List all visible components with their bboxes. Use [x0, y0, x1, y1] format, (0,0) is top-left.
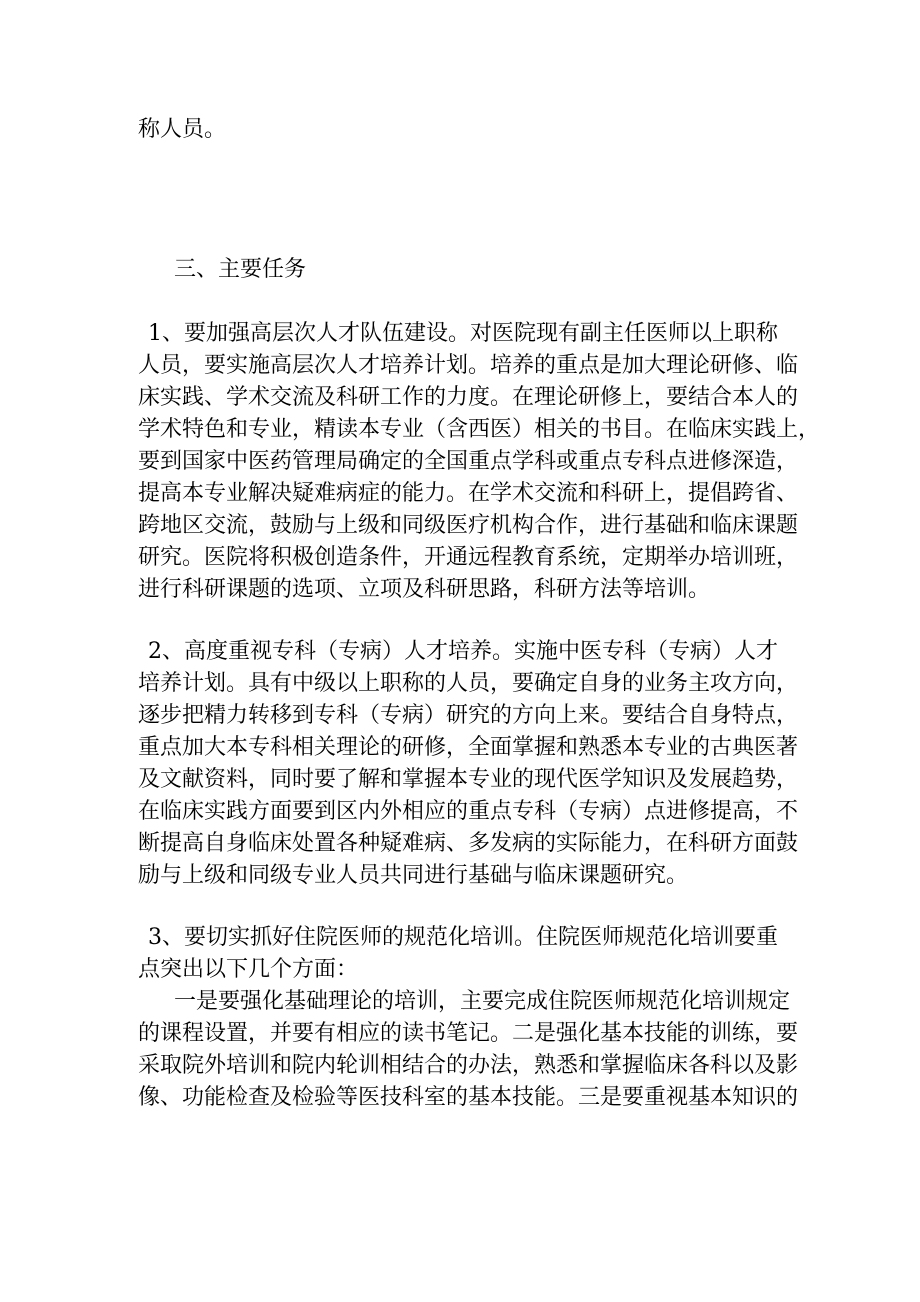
paragraph-line: 点突出以下几个方面： — [138, 957, 359, 982]
paragraph-line: 的课程设置，并要有相应的读书笔记。二是强化基本技能的训练，要 — [138, 1021, 799, 1046]
paragraph-line: 在临床实践方面要到区内外相应的重点专科（专病）点进修提高，不 — [138, 799, 799, 824]
paragraph-line: 研究。医院将积极创造条件，开通远程教育系统，定期举办培训班， — [138, 545, 799, 570]
paragraph-line: 培养计划。具有中级以上职称的人员，要确定自身的业务主攻方向， — [138, 671, 799, 696]
paragraph-line: 跨地区交流，鼓励与上级和同级医疗机构合作，进行基础和临床课题 — [138, 513, 799, 538]
paragraph-line: 进行科研课题的选项、立项及科研思路，科研方法等培训。 — [138, 577, 711, 602]
intro-tail-line: 称人员。 — [138, 117, 227, 142]
paragraph-line: 学术特色和专业，精读本专业（含西医）相关的书目。在临床实践上， — [138, 417, 821, 442]
paragraph-line: 像、功能检查及检验等医技科室的基本技能。三是要重视基本知识的 — [138, 1085, 799, 1110]
section-heading: 三、主要任务 — [174, 257, 307, 282]
paragraph-line: 断提高自身临床处置各种疑难病、多发病的实际能力，在科研方面鼓 — [138, 831, 799, 856]
paragraph-line: 1、要加强高层次人才队伍建设。对医院现有副主任医师以上职称 — [148, 321, 778, 346]
paragraph-line: 逐步把精力转移到专科（专病）研究的方向上来。要结合自身特点， — [138, 703, 799, 728]
paragraph-line: 及文献资料，同时要了解和掌握本专业的现代医学知识及发展趋势， — [138, 767, 799, 792]
paragraph-line: 提高本专业解决疑难病症的能力。在学术交流和科研上，提倡跨省、 — [138, 481, 799, 506]
paragraph-line: 励与上级和同级专业人员共同进行基础与临床课题研究。 — [138, 863, 689, 888]
paragraph-line: 3、要切实抓好住院医师的规范化培训。住院医师规范化培训要重 — [148, 925, 778, 950]
paragraph-line: 床实践、学术交流及科研工作的力度。在理论研修上，要结合本人的 — [138, 385, 799, 410]
paragraph-line: 采取院外培训和院内轮训相结合的办法，熟悉和掌握临床各科以及影 — [138, 1053, 799, 1078]
paragraph-line: 2、高度重视专科（专病）人才培养。实施中医专科（专病）人才 — [148, 639, 778, 664]
paragraph-line: 一是要强化基础理论的培训，主要完成住院医师规范化培训规定 — [174, 989, 791, 1014]
paragraph-line: 人员，要实施高层次人才培养计划。培养的重点是加大理论研修、临 — [138, 353, 799, 378]
paragraph-line: 要到国家中医药管理局确定的全国重点学科或重点专科点进修深造， — [138, 449, 799, 474]
paragraph-line: 重点加大本专科相关理论的研修，全面掌握和熟悉本专业的古典医著 — [138, 735, 799, 760]
